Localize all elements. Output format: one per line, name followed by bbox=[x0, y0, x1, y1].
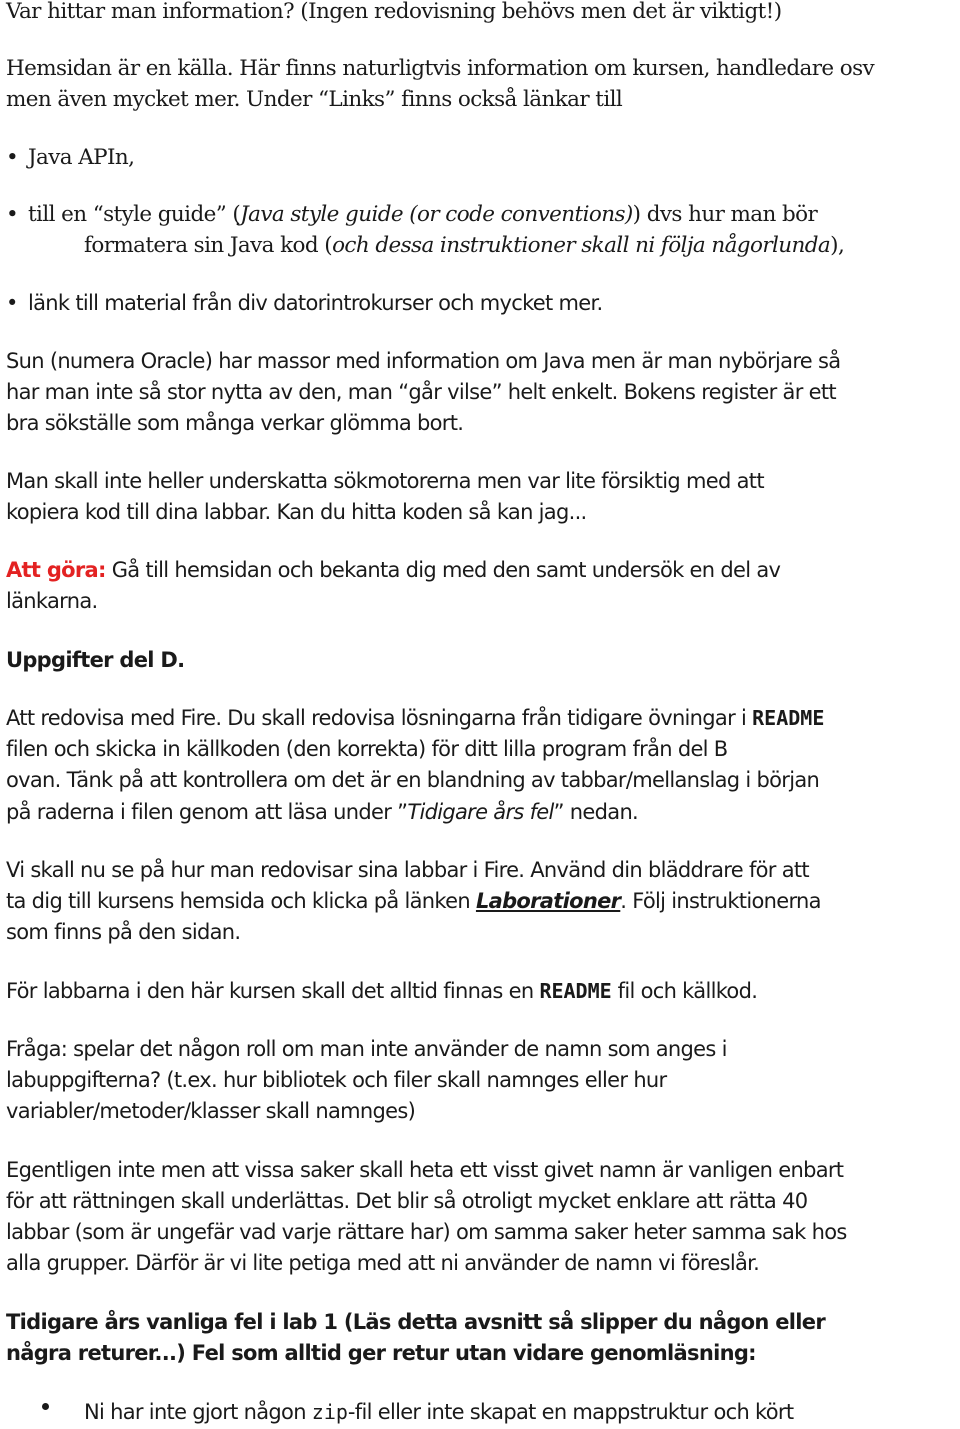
todo-line-1: Att göra: Gå till hemsidan och bekanta dig med den samt undersök en del av bbox=[6, 558, 781, 582]
laborationer-link[interactable]: Laborationer bbox=[475, 889, 621, 913]
errors-list-item-1: Ni har inte gjort någon zip-fil eller inte skapat en mappstruktur och kört bbox=[84, 1400, 794, 1424]
readme-code: README bbox=[539, 979, 612, 1003]
readme-line: För labbarna i den här kursen skall det alltid finnas en README fil och källkod. bbox=[6, 979, 758, 1003]
sun-line-1: Sun (numera Oracle) har massor med information om Java men är man nybörjare så bbox=[6, 349, 841, 373]
errors-heading-line-2: några returer...) Fel som alltid ger retur utan vidare genomläsning: bbox=[6, 1341, 756, 1365]
readme-code: README bbox=[752, 706, 825, 730]
intro-line-2: Hemsidan är en källa. Här finns naturligtvis information om kursen, handledare osv bbox=[6, 56, 875, 81]
bullet-icon: • bbox=[6, 145, 19, 170]
zip-code: zip bbox=[311, 1400, 348, 1424]
style-guide-link-text: Java style guide (or code conventions) bbox=[240, 202, 633, 227]
sun-line-3: bra sökställe som många verkar glömma bort. bbox=[6, 411, 464, 435]
list-item-style-guide-cont: formatera sin Java kod (och dessa instruktioner skall ni följa någorlunda), bbox=[84, 233, 845, 258]
list-item-style-guide: • till en “style guide” (Java style guide (or code conventions)) dvs hur man bör bbox=[6, 199, 817, 230]
section-heading-d: Uppgifter del D. bbox=[6, 648, 185, 672]
bullet-icon: • bbox=[6, 291, 18, 315]
fire-how-line-2: ta dig till kursens hemsida och klicka på länken Laborationer. Följ instruktionerna bbox=[6, 889, 821, 913]
fire-line-1: Att redovisa med Fire. Du skall redovisa lösningarna från tidigare övningar i README bbox=[6, 706, 825, 730]
answer-line-3: labbar (som är ungefär vad varje rättare har) om samma saker heter samma sak hos bbox=[6, 1220, 847, 1244]
fire-how-line-1: Vi skall nu se på hur man redovisar sina labbar i Fire. Använd din bläddrare för att bbox=[6, 858, 809, 882]
fire-how-line-3: som finns på den sidan. bbox=[6, 920, 241, 944]
bullet-icon: • bbox=[6, 202, 19, 227]
answer-line-1: Egentligen inte men att vissa saker skall heta ett visst givet namn är vanligen enbart bbox=[6, 1158, 844, 1182]
search-line-1: Man skall inte heller underskatta sökmotorerna men var lite försiktig med att bbox=[6, 469, 764, 493]
search-line-2: kopiera kod till dina labbar. Kan du hitta koden så kan jag... bbox=[6, 500, 587, 524]
fire-line-2: filen och skicka in källkoden (den korrekta) för ditt lilla program från del B bbox=[6, 737, 728, 761]
question-line-3: variabler/metoder/klasser skall namnges) bbox=[6, 1099, 416, 1123]
question-line-2: labuppgifterna? (t.ex. hur bibliotek och filer skall namnges eller hur bbox=[6, 1068, 667, 1092]
fire-line-4: på raderna i filen genom att läsa under ”Tidigare års fel” nedan. bbox=[6, 800, 639, 824]
answer-line-4: alla grupper. Därför är vi lite petiga med att ni använder de namn vi föreslår. bbox=[6, 1251, 760, 1275]
list-item-java-api bbox=[6, 142, 134, 173]
answer-line-2: för att rättningen skall underlättas. Det blir så otroligt mycket enklare att rätta 40 bbox=[6, 1189, 808, 1213]
list-item-text: länk till material från div datorintrokurser och mycket mer. bbox=[28, 291, 603, 315]
list-item-text: Java APIn, bbox=[28, 145, 135, 170]
list-item-material bbox=[6, 288, 603, 319]
question-line-1: Fråga: spelar det någon roll om man inte använder de namn som anges i bbox=[6, 1037, 727, 1061]
fire-line-3: ovan. Tänk på att kontrollera om det är en blandning av tabbar/mellanslag i början bbox=[6, 768, 820, 792]
intro-line-3: men även mycket mer. Under “Links” finns också länkar till bbox=[6, 87, 623, 112]
intro-line-1: Var hittar man information? (Ingen redovisning behövs men det är viktigt!) bbox=[6, 0, 782, 24]
sun-line-2: har man inte så stor nytta av den, man “går vilse” helt enkelt. Bokens register är ett bbox=[6, 380, 836, 404]
todo-label: Att göra: bbox=[6, 558, 106, 582]
todo-line-2: länkarna. bbox=[6, 589, 98, 613]
errors-heading-line-1: Tidigare års vanliga fel i lab 1 (Läs detta avsnitt så slipper du någon eller bbox=[6, 1310, 825, 1334]
